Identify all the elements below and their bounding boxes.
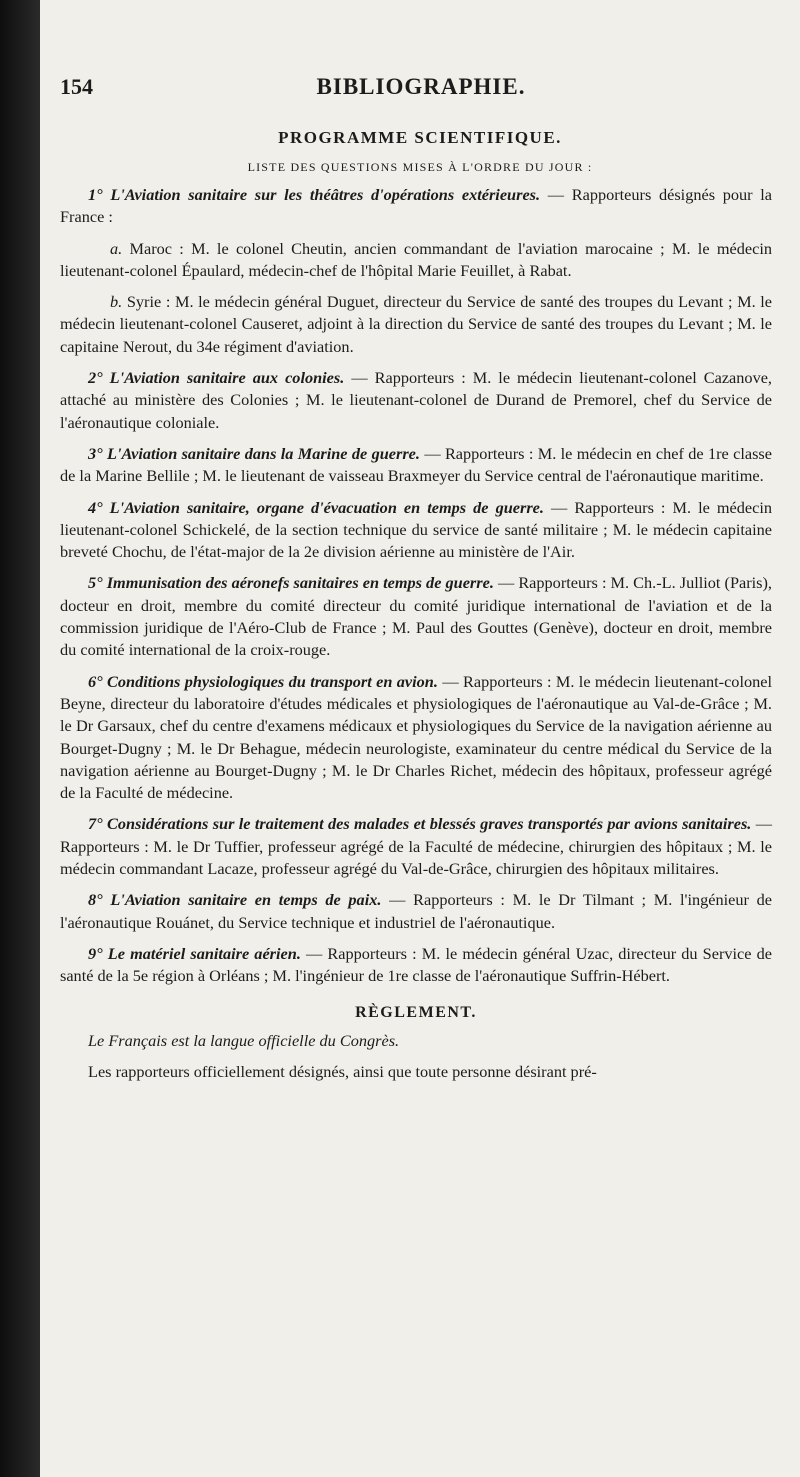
item-5: 5° Immunisation des aéronefs sanitaires en temps de guerre. — Rapporteurs : M. Ch.-L. Julliot (Paris), docteur en droit, membre du comité directeur du comité juridique international de l'aviation et de la commission juridique de l'Aéro-Club de France ; M. Paul des Gouttes (Genève), docteur en droit, membre du comité international de la croix-rouge. xyxy=(60,573,773,660)
item-8: 8° L'Aviation sanitaire en temps de paix. — Rapporteurs : M. le Dr Tilmant ; M. l'ingénieur de l'aéronautique Rouánet, du Service technique et industriel de l'aéronautique. xyxy=(60,890,772,932)
reglement-line-2: Les rapporteurs officiellement désignés, ainsi que toute personne désirant pré- xyxy=(88,1062,597,1082)
page-number: 154 xyxy=(60,74,93,99)
item-1a: a. Maroc : M. le colonel Cheutin, ancien commandant de l'aviation marocaine ; M. le médecin lieutenant-colonel Épaulard, médecin-chef de l'hôpital Marie Feuillet, à Rabat. xyxy=(60,238,772,280)
document-page xyxy=(40,0,800,1477)
item-1b: b. Syrie : M. le médecin général Duguet, directeur du Service de santé des troupes du Levant ; M. le médecin lieutenant-colonel Causeret, adjoint à la direction du Service de santé des troupes du Levant ; M. le capitaine Nerout, du 34e régiment d'aviation. xyxy=(60,292,773,356)
item-4: 4° L'Aviation sanitaire, organe d'évacuation en temps de guerre. — Rapporteurs : M. le médecin lieutenant-colonel Schickelé, de la section technique du service de santé militaire ; M. le médecin capitaine breveté Chochu, de l'état-major de la 2e division aérienne au ministère de l'Air. xyxy=(60,497,773,562)
item-7: 7° Considérations sur le traitement des malades et blessés graves transportés par avions sanitaires. — Rapporteurs : M. le Dr Tuffier, professeur agrégé de la Faculté de médecine, chirurgien des hôpitaux ; M. le médecin commandant Lacaze, professeur agrégé du Val-de-Grâce, chirurgien des hôpitaux militaires. xyxy=(60,814,772,879)
page-header xyxy=(60,74,782,104)
body-text xyxy=(60,184,772,1092)
item-6: 6° Conditions physiologiques du transport en avion. — Rapporteurs : M. le médecin lieutenant-colonel Beyne, directeur du laboratoire d'études médicales et physiologiques de l'aéronautique au Val-de-Grâce ; M. le Dr Garsaux, chef du centre d'examens médicaux et physiologiques du Service de la navigation aérienne au Bourget-Dugny ; M. le Dr Behague, médecin neurologiste, examinateur du centre médical du Service de la navigation aérienne au Bourget-Dugny ; M. le Dr Charles Richet, médecin des hôpitaux, professeur agrégé de la Faculté de médecine. xyxy=(60,671,772,803)
section-subtitle: LISTE DES QUESTIONS MISES À L'ORDRE DU JOUR : xyxy=(247,160,593,174)
section-title: PROGRAMME SCIENTIFIQUE. xyxy=(278,128,562,147)
scan-edge xyxy=(0,0,40,1477)
item-1: 1° L'Aviation sanitaire sur les théâtres d'opérations extérieures. — Rapporteurs désignés pour la France : xyxy=(60,185,773,227)
running-head: BIBLIOGRAPHIE. xyxy=(316,74,526,99)
item-3: 3° L'Aviation sanitaire dans la Marine de guerre. — Rapporteurs : M. le médecin en chef de 1re classe de la Marine Bellile ; M. le lieutenant de vaisseau Braxmeyer du Service central de l'aéronautique maritime. xyxy=(60,443,772,486)
item-9: 9° Le matériel sanitaire aérien. — Rapporteurs : M. le médecin général Uzac, directeur du Service de santé de la 5e région à Orléans ; M. l'ingénieur de 1re classe de l'aéronautique Suffrin-Hébert. xyxy=(60,943,772,986)
reglement-line-1: Le Français est la langue officielle du Congrès. xyxy=(88,1030,400,1050)
item-2: 2° L'Aviation sanitaire aux colonies. — Rapporteurs : M. le médecin lieutenant-colonel Cazanove, attaché au ministère des Colonies ; M. le lieutenant-colonel de Durand de Premorel, chef du Service de l'aéronautique coloniale. xyxy=(60,368,773,432)
reglement-heading: RÈGLEMENT. xyxy=(355,1003,477,1021)
